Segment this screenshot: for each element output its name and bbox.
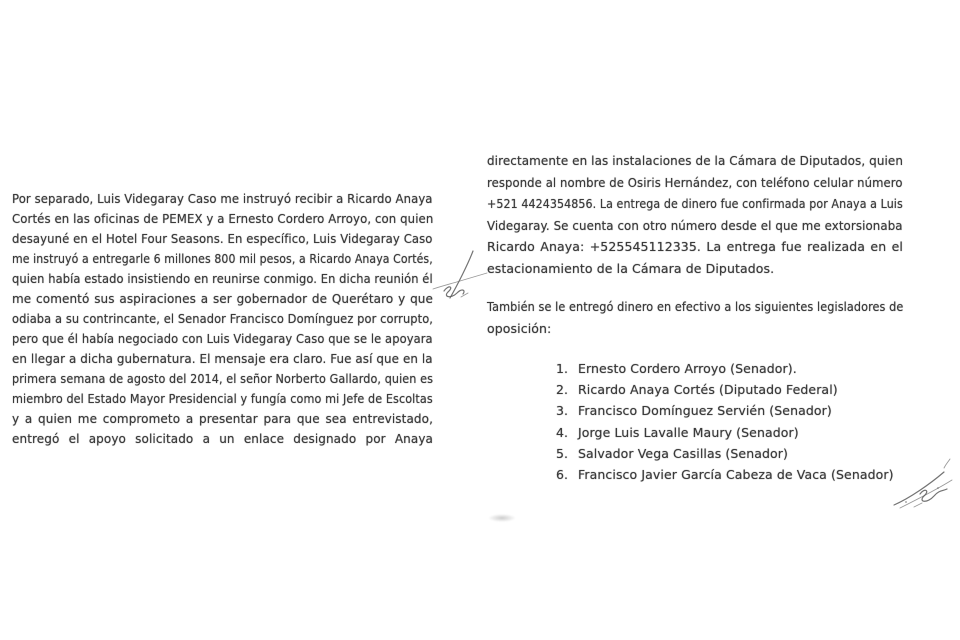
list-item — [556, 422, 916, 443]
text-line: primera semana de agosto del 2014, el señor Norberto Gallardo, quien es — [12, 372, 434, 386]
list-item — [556, 464, 916, 485]
list-item-number: 2. — [556, 382, 569, 398]
list-item-text: Ricardo Anaya Cortés (Diputado Federal) — [578, 382, 838, 398]
left-page-paragraph — [12, 189, 433, 449]
opposition-legislators-list — [556, 358, 916, 485]
text-line: responde al nombre de Osiris Hernández, con teléfono celular número — [487, 174, 903, 190]
list-item — [556, 379, 916, 400]
text-line: me comentó sus aspiraciones a ser gobernador de Querétaro y que — [12, 292, 433, 306]
text-line: +521 4424354856. La entrega de dinero fue confirmada por Anaya a Luis — [487, 196, 903, 211]
list-item-text: Francisco Javier García Cabeza de Vaca (Senador) — [578, 467, 894, 483]
list-item-number: 1. — [556, 361, 569, 376]
text-line: Ricardo Anaya: +525545112335. La entrega fue realizada en el — [487, 239, 903, 254]
text-line: También se le entregó dinero en efectivo a los siguientes legisladores de — [487, 299, 904, 314]
text-line: pero que él había negociado con Luis Videgaray Caso que se le apoyara — [12, 332, 433, 346]
scan-smudge-artifact — [488, 514, 516, 522]
list-item-number: 6. — [556, 467, 569, 483]
text-line: desayuné en el Hotel Four Seasons. En específico, Luis Videgaray Caso — [12, 232, 433, 246]
text-line: entregó el apoyo solicitado a un enlace designado por Anaya — [12, 432, 433, 446]
text-line: quien había estado insistiendo en reunirse conmigo. En dicha reunión él — [12, 272, 433, 286]
text-line: en llegar a dicha gubernatura. El mensaje era claro. Fue así que en la — [12, 352, 433, 366]
signature-scribble-icon — [880, 450, 960, 512]
list-item-text: Francisco Domínguez Servién (Senador) — [578, 403, 832, 419]
list-item-number: 3. — [556, 403, 569, 419]
list-item-number: 5. — [556, 445, 569, 461]
list-item — [556, 400, 916, 421]
text-line: Por separado, Luis Videgaray Caso me instruyó recibir a Ricardo Anaya — [12, 192, 433, 206]
right-page-paragraph-2 — [487, 296, 903, 340]
initials-scribble-icon — [430, 242, 490, 302]
text-line: Videgaray. Se cuenta con otro número desde el que me extorsionaba — [487, 217, 903, 233]
list-item-number: 4. — [556, 424, 569, 440]
text-line: directamente en las instalaciones de la Cámara de Diputados, quien — [487, 153, 904, 168]
text-line: oposición: — [487, 321, 552, 336]
list-item — [556, 358, 916, 379]
list-item-text: Ernesto Cordero Arroyo (Senador). — [578, 361, 797, 376]
text-line: y a quien me comprometo a presentar para que sea entrevistado, — [12, 412, 433, 426]
list-item — [556, 443, 916, 464]
text-line: estacionamiento de la Cámara de Diputados. — [487, 260, 775, 276]
list-item-text: Jorge Luis Lavalle Maury (Senador) — [578, 424, 799, 440]
text-line: me instruyó a entregarle 6 millones 800 mil pesos, a Ricardo Anaya Cortés, — [12, 252, 433, 266]
text-line: Cortés en las oficinas de PEMEX y a Ernesto Cordero Arroyo, con quien — [12, 212, 434, 226]
text-line: miembro del Estado Mayor Presidencial y fungía como mi Jefe de Escoltas — [12, 392, 433, 406]
text-line: odiaba a su contrincante, el Senador Francisco Domínguez por corrupto, — [12, 312, 434, 326]
right-page-paragraph-1 — [487, 150, 903, 279]
list-item-text: Salvador Vega Casillas (Senador) — [578, 445, 789, 461]
